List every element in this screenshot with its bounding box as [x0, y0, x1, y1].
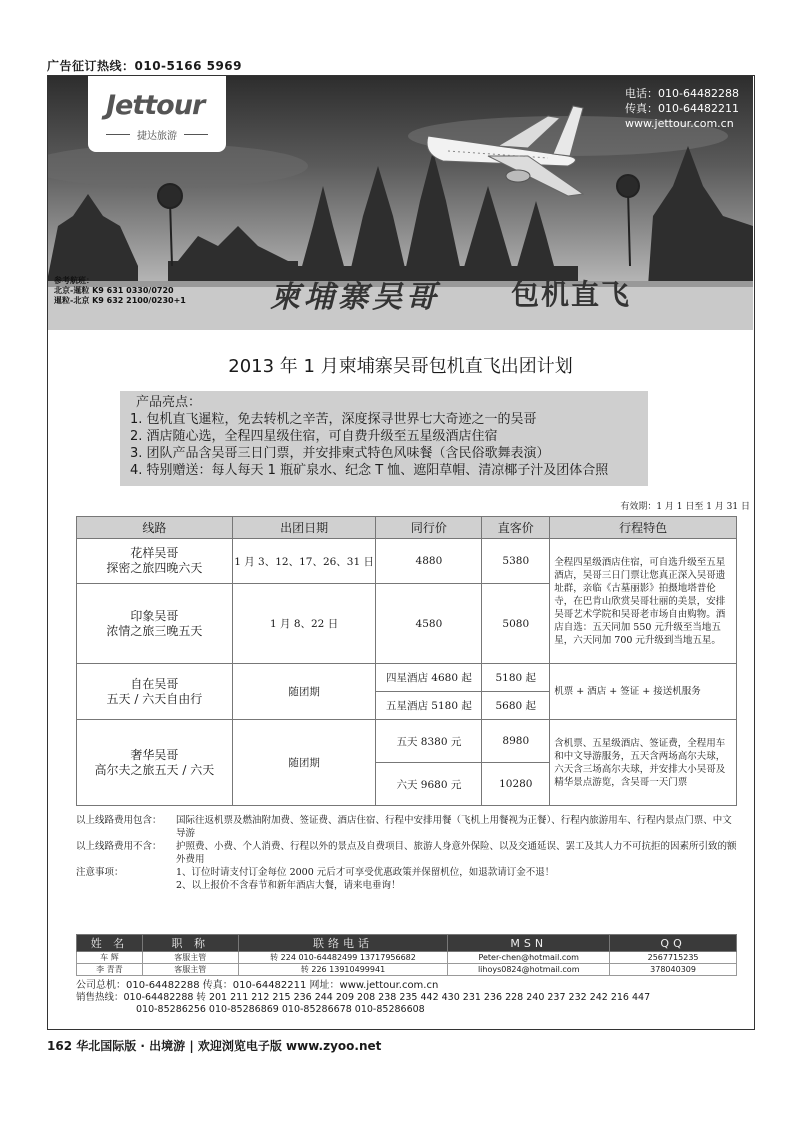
- highlights-title: 产品亮点：: [136, 395, 202, 410]
- header-phone: 联络电话: [238, 935, 448, 952]
- contact-msn: lihoys0824@hotmail.com: [448, 964, 610, 976]
- contact-row: [77, 964, 737, 976]
- note-label: 注意事项：: [76, 867, 124, 878]
- banner-title-script: 柬埔寨吴哥: [270, 280, 440, 315]
- route-cell: [77, 720, 233, 806]
- note-includes: [76, 814, 738, 840]
- note-notice-2: 2、以上报价不含春节和新年酒店大餐，请来电垂询！: [176, 880, 401, 891]
- header-date: 出团日期: [232, 517, 376, 539]
- contact-title: 客服主管: [142, 964, 238, 976]
- peer-price-cell: 五星酒店 5180 起: [376, 692, 482, 720]
- header-features: 行程特色: [550, 517, 737, 539]
- feature-cell: 含机票、五星级酒店、签证费，全程用车和中文导游服务，五天含两场高尔夫球，六天含三场高尔夫球，并安排大小吴哥及精华景点游览，含吴哥一天门票: [550, 720, 737, 806]
- header-peer-price: 同行价: [376, 517, 482, 539]
- logo: [88, 76, 226, 152]
- contact-table: [76, 934, 737, 976]
- direct-price-cell: 5080: [482, 584, 550, 664]
- highlight-item: 3. 团队产品含吴哥三日门票，并安排柬式特色风味餐（含民俗歌舞表演）: [130, 446, 550, 461]
- sales-line-2: 010-85286256 010-85286869 010-85286678 010-85286608: [136, 1004, 425, 1015]
- sales-line: 销售热线：010-64482288 转 201 211 212 215 236 244 209 208 238 235 442 430 231 236 228 240 237 232 242 216 447: [76, 992, 651, 1003]
- route-desc: 五天 / 六天自由行: [106, 691, 203, 706]
- route-name: 花样吴哥: [130, 546, 179, 560]
- banner-contact: [625, 86, 739, 131]
- date-cell: 1 月 3、12、17、26、31 日: [232, 539, 376, 584]
- company-info: [76, 980, 738, 1016]
- note-text: 1、订位时请支付订金每位 2000 元后才可享受优惠政策并保留机位，如退款请订金不退！: [176, 867, 555, 878]
- tour-table: [76, 516, 737, 806]
- reference-flights: [54, 276, 186, 306]
- direct-price-cell: 8980: [482, 720, 550, 763]
- direct-price-cell: 5680 起: [482, 692, 550, 720]
- note-label: 以上线路费用不含：: [76, 841, 162, 852]
- highlight-item: 2. 酒店随心选，全程四星级住宿，可自费升级至五星级酒店住宿: [130, 429, 498, 444]
- company-line: 公司总机：010-64482288 传真：010-64482211 网址：www.jettour.com.cn: [76, 980, 439, 991]
- table-row: [77, 664, 737, 692]
- note-text: 国际往返机票及燃油附加费、签证费、酒店住宿、行程中安排用餐（飞机上用餐视为正餐）、行程内旅游用车、行程内景点门票、中文导游: [176, 815, 732, 839]
- header-direct-price: 直客价: [482, 517, 550, 539]
- route-name: 印象吴哥: [130, 608, 179, 623]
- contact-name: 车 辉: [77, 952, 143, 964]
- peer-price-cell: 五天 8380 元: [376, 720, 482, 763]
- contact-title: 客服主管: [142, 952, 238, 964]
- note-excludes: [76, 840, 738, 866]
- route-desc: 高尔夫之旅五天 / 六天: [94, 762, 215, 777]
- route-name: 奢华吴哥: [130, 747, 179, 762]
- contact-qq: 378040309: [610, 964, 737, 976]
- ad-hotline: 广告征订热线：010-5166 5969: [47, 59, 243, 73]
- peer-price-cell: 4880: [376, 539, 482, 584]
- route-desc: 浓情之旅三晚五天: [106, 623, 203, 638]
- route-cell: [77, 539, 233, 584]
- direct-price-cell: 10280: [482, 763, 550, 806]
- notes: [76, 814, 738, 892]
- highlight-item: 1. 包机直飞暹粒，免去转机之辛苦，深度探寻世界七大奇迹之一的吴哥: [130, 412, 537, 427]
- route-return: 暹粒-北京 K9 632 2100/0230+1: [54, 296, 186, 305]
- peer-price-cell: 四星酒店 4680 起: [376, 664, 482, 692]
- direct-price-cell: 5180 起: [482, 664, 550, 692]
- contact-row: [77, 952, 737, 964]
- peer-price-cell: 4580: [376, 584, 482, 664]
- banner-title-bold: 包机直飞: [511, 278, 632, 311]
- date-cell: 随团期: [232, 664, 376, 720]
- feature-cell: 全程四星级酒店住宿，可自选升级至五星酒店，吴哥三日门票让您真正深入吴哥遗址群，亲临《古墓丽影》拍摄地塔普伦寺，在巴肯山欣赏吴哥壮丽的美景，安排吴哥艺术学院和吴哥老市场自由购物。酒店自选：五天同加 550 元升级至当地五星，六天同加 700 元升级到当地五星。: [550, 539, 737, 664]
- route-outbound: 北京-暹粒 K9 631 0330/0720: [54, 286, 174, 295]
- logo-wordmark: Jettour: [106, 90, 205, 121]
- banner: [48, 76, 753, 330]
- contact-name: 李 青青: [77, 964, 143, 976]
- table-row: [77, 539, 737, 584]
- banner-website: www.jettour.com.cn: [625, 117, 734, 130]
- route-desc: 探密之旅四晚六天: [106, 561, 203, 575]
- header-msn: MSN: [448, 935, 610, 952]
- route-label: 参考航班：: [54, 276, 94, 285]
- header-qq: QQ: [610, 935, 737, 952]
- logo-subtitle: 捷达旅游: [106, 127, 208, 142]
- page-footer: 162 华北国际版 · 出境游 | 欢迎浏览电子版 www.zyoo.net: [47, 1039, 382, 1053]
- contact-phone: 转 226 13910499941: [238, 964, 448, 976]
- feature-cell: 机票 + 酒店 + 签证 + 接送机服务: [550, 664, 737, 720]
- banner-phone: 电话：010-64482288: [625, 87, 739, 100]
- table-header-row: [77, 517, 737, 539]
- direct-price-cell: 5380: [482, 539, 550, 584]
- contact-msn: Peter-chen@hotmail.com: [448, 952, 610, 964]
- header-route: 线路: [77, 517, 233, 539]
- note-notice: [76, 866, 738, 879]
- banner-fax: 传真：010-64482211: [625, 102, 739, 115]
- header-name: 姓 名: [77, 935, 143, 952]
- peer-price-cell: 六天 9680 元: [376, 763, 482, 806]
- header-title: 职 称: [142, 935, 238, 952]
- route-cell: [77, 664, 233, 720]
- route-cell: [77, 584, 233, 664]
- table-row: [77, 720, 737, 763]
- note-text: 护照费、小费、个人消费、行程以外的景点及自费项目、旅游人身意外保险、以及交通延误、罢工及其人力不可抗拒的因素所引致的额外费用: [176, 841, 737, 865]
- plan-title: 2013 年 1 月柬埔寨吴哥包机直飞出团计划: [228, 356, 573, 377]
- valid-period: 有效期：1 月 1 日至 1 月 31 日: [620, 502, 750, 512]
- advertisement-frame: [47, 75, 755, 1030]
- route-name: 自在吴哥: [130, 676, 179, 691]
- highlight-item: 4. 特别赠送：每人每天 1 瓶矿泉水、纪念 T 恤、遮阳草帽、清凉椰子汁及团体合照: [130, 463, 609, 478]
- contact-header-row: [77, 935, 737, 952]
- contact-qq: 2567715235: [610, 952, 737, 964]
- product-highlights: [120, 391, 648, 486]
- contact-phone: 转 224 010-64482499 13717956682: [238, 952, 448, 964]
- date-cell: 1 月 8、22 日: [232, 584, 376, 664]
- date-cell: 随团期: [232, 720, 376, 806]
- note-label: 以上线路费用包含：: [76, 815, 162, 826]
